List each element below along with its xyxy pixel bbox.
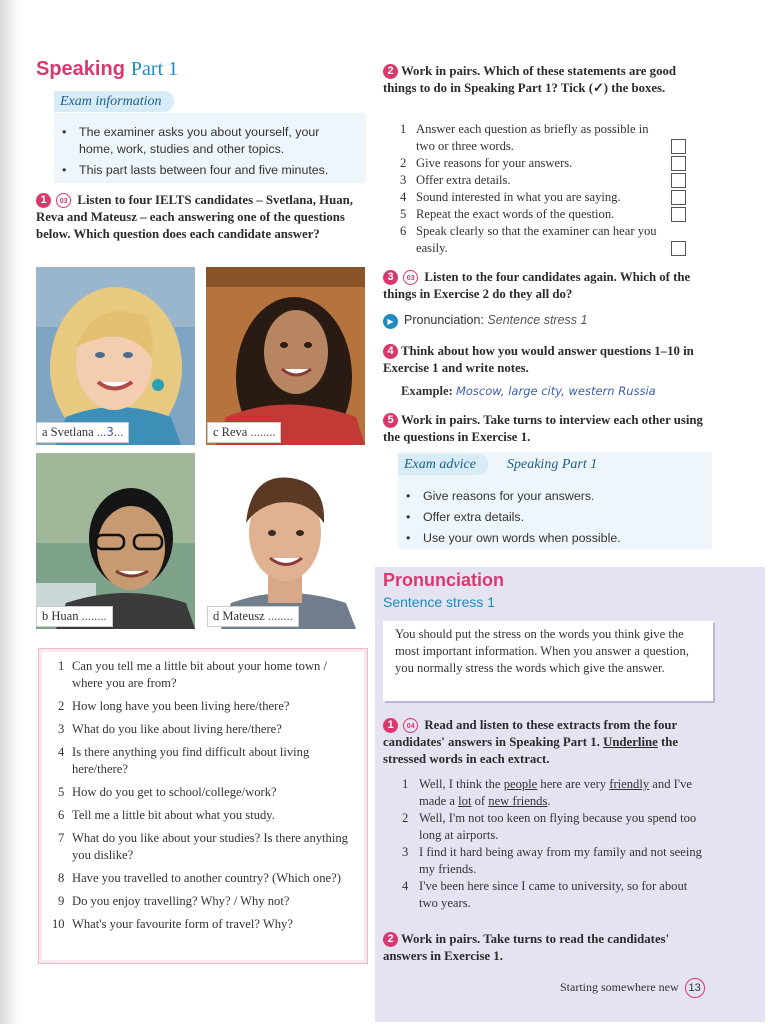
exercise-number-badge: 1 <box>383 718 398 733</box>
pronunciation-exercise-2-instruction: 2 Work in pairs. Take turns to read the candidates' answers in Exercise 1. <box>383 932 670 963</box>
question-item: 2 How long have you been living here/there? <box>58 699 290 713</box>
tick-checkbox[interactable] <box>671 139 686 154</box>
page-gutter <box>0 0 22 1024</box>
pronunciation-subtitle: Sentence stress 1 <box>383 594 496 610</box>
question-item: 3 What do you like about living here/there? <box>58 722 282 736</box>
exam-advice-list <box>399 484 699 547</box>
advice-bullet: • Give reasons for your answers. <box>399 488 699 505</box>
photo-caption-d: d Mateusz ........ <box>207 606 299 627</box>
extracts-list <box>402 776 702 912</box>
tick-statements-list <box>400 121 688 257</box>
question-item: 7 What do you like about your studies? Is there anything you dislike? <box>58 831 348 862</box>
play-icon: ▶ <box>383 314 398 329</box>
photo-caption-b: b Huan ........ <box>36 606 113 627</box>
exercise-number-badge: 2 <box>383 932 398 947</box>
advice-bullet: • Offer extra details. <box>399 509 699 526</box>
unit-title: Starting somewhere new <box>560 980 679 994</box>
exercise-1-instruction: 1 03 Listen to four IELTS candidates – Svetlana, Huan, Reva and Mateusz – each answering one of the questions below. Which question does each candidate answer? <box>36 193 353 241</box>
statement-item: 2 Give reasons for your answers. <box>400 155 688 172</box>
statement-item: 1 Answer each question as briefly as possible in two or three words. <box>400 121 688 155</box>
exercise-number-badge: 1 <box>36 193 51 208</box>
exercise-2-instruction: 2 Work in pairs. Which of these statements are good things to do in Speaking Part 1? Tick (✓) the boxes. <box>383 64 676 95</box>
statement-item: 6 Speak clearly so that the examiner can hear you easily. <box>400 223 688 257</box>
statement-item: 3 Offer extra details. <box>400 172 688 189</box>
page-footer <box>560 978 705 998</box>
exercise-4-instruction: 4 Think about how you would answer questions 1–10 in Exercise 1 and write notes. <box>383 344 694 375</box>
question-item: 4 Is there anything you find difficult about living here/there? <box>58 745 310 776</box>
exercise-number-badge: 4 <box>383 344 398 359</box>
page-number: 13 <box>685 978 705 998</box>
question-item: 8 Have you travelled to another country? (Which one?) <box>58 871 341 885</box>
pronunciation-title: Pronunciation <box>383 570 504 590</box>
questions-list <box>52 658 358 939</box>
exercise-number-badge: 5 <box>383 413 398 428</box>
audio-track-icon[interactable]: 03 <box>56 193 71 208</box>
tick-checkbox[interactable] <box>671 190 686 205</box>
question-item: 10 What's your favourite form of travel? Why? <box>52 917 293 931</box>
extract-item: 3 I find it hard being away from my family and not seeing my friends. <box>402 845 702 876</box>
advice-bullet: • Use your own words when possible. <box>399 530 699 547</box>
photo-caption-c: c Reva ........ <box>207 422 281 443</box>
handwritten-answer: 3 <box>106 425 114 439</box>
photo-huan <box>36 453 195 629</box>
statement-item: 5 Repeat the exact words of the question. <box>400 206 688 223</box>
photo-mateusz <box>206 453 365 629</box>
photo-reva <box>206 267 365 445</box>
question-item: 5 How do you get to school/college/work? <box>58 785 277 799</box>
exercise-number-badge: 2 <box>383 64 398 79</box>
info-bullet: • This part lasts between four and five minutes. <box>55 162 355 179</box>
tick-checkbox[interactable] <box>671 156 686 171</box>
exam-advice-tag: Exam advice <box>398 455 488 473</box>
exercise-3-instruction: 3 03 Listen to the four candidates again. Which of the things in Exercise 2 do they all do? <box>383 270 691 301</box>
pronunciation-exercise-1-instruction: 1 04 Read and listen to these extracts from the four candidates' answers in Speaking Part 1. Underline the stressed words in each extract. <box>383 718 679 766</box>
audio-track-icon[interactable]: 04 <box>403 718 418 733</box>
question-item: 6 Tell me a little bit about what you study. <box>58 808 275 822</box>
extract-item: 4 I've been here since I came to university, so for about two years. <box>402 879 688 910</box>
exercise-number-badge: 3 <box>383 270 398 285</box>
photo-svetlana <box>36 267 195 445</box>
handwritten-example: Moscow, large city, western Russia <box>455 384 656 398</box>
exam-information-list <box>55 120 355 179</box>
question-item: 9 Do you enjoy travelling? Why? / Why not? <box>58 894 290 908</box>
extract-item: 1 Well, I think the people here are very friendly and I've made a lot of new friends. <box>402 777 692 808</box>
exercise-5-instruction: 5 Work in pairs. Take turns to interview each other using the questions in Exercise 1. <box>383 413 703 444</box>
info-bullet: • The examiner asks you about yourself, your home, work, studies and other topics. <box>55 124 355 158</box>
stress-explanation-text: You should put the stress on the words you think give the most important information. When you answer a question, you normally stress the words which give the answer. <box>395 627 689 675</box>
question-item: 1 Can you tell me a little bit about your home town / where you are from? <box>58 659 327 690</box>
exam-information-tag: Exam information <box>54 92 174 110</box>
audio-track-icon[interactable]: 03 <box>403 270 418 285</box>
statement-item: 4 Sound interested in what you are saying. <box>400 189 688 206</box>
exam-advice-heading: Speaking Part 1 <box>507 457 598 472</box>
example-line: Example: Moscow, large city, western Russia <box>401 384 656 398</box>
section-title: Speaking Part 1 <box>36 58 179 80</box>
photo-caption-a: a Svetlana ...3... <box>36 422 129 443</box>
pronunciation-link[interactable]: ▶ Pronunciation: Sentence stress 1 <box>383 313 587 329</box>
tick-checkbox[interactable] <box>671 207 686 222</box>
extract-item: 2 Well, I'm not too keen on flying because you spend too long at airports. <box>402 811 697 842</box>
tick-checkbox[interactable] <box>671 241 686 256</box>
tick-checkbox[interactable] <box>671 173 686 188</box>
